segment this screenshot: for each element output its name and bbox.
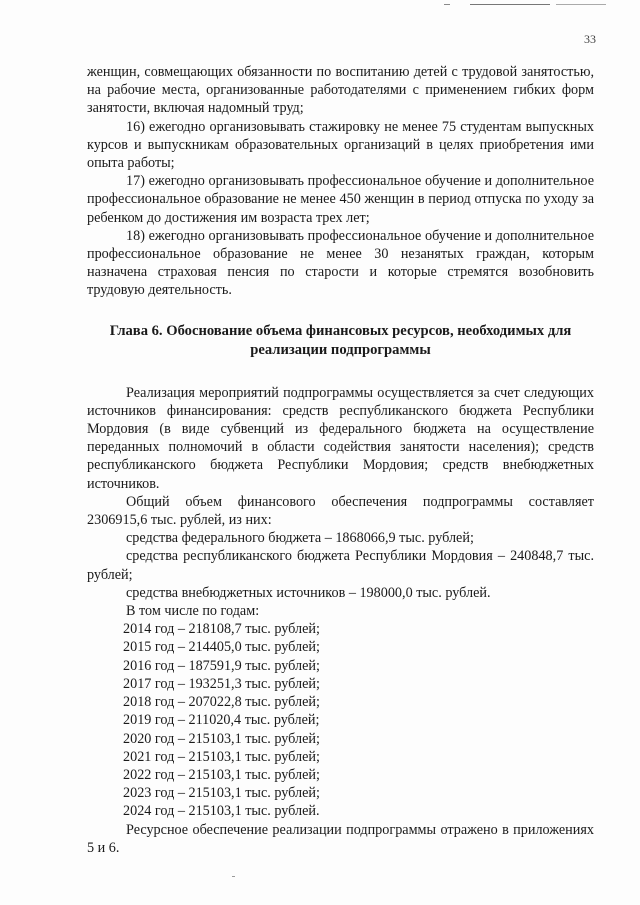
year-line: 2024 год – 215103,1 тыс. рублей.	[123, 803, 320, 820]
paragraph-item-18: 18) ежегодно организовывать профессиональное обучение и дополнительное профессиональное образование не менее 30 незанятых граждан, которым назначена страховая пенсия по старости и которые стремятся возобновить трудовую деятельность.	[87, 227, 594, 299]
extrabudget-line: средства внебюджетных источников – 198000,0 тыс. рублей.	[126, 584, 491, 601]
year-line: 2016 год – 187591,9 тыс. рублей;	[123, 657, 320, 674]
total-volume-paragraph: Общий объем финансового обеспечения подпрограммы составляет 2306915,6 тыс. рублей, из них:	[87, 493, 594, 529]
final-paragraph: Ресурсное обеспечение реализации подпрограммы отражено в приложениях 5 и 6.	[87, 821, 594, 856]
scan-artifact	[556, 4, 606, 5]
republic-budget-line: средства республиканского бюджета Республики Мордовия – 240848,7 тыс. рублей;	[87, 548, 594, 583]
scan-artifact	[470, 4, 550, 5]
chapter-heading	[87, 322, 594, 360]
year-line: 2018 год – 207022,8 тыс. рублей;	[123, 694, 320, 711]
year-line: 2015 год – 214405,0 тыс. рублей;	[123, 639, 320, 656]
chapter-heading-line: реализации подпрограммы	[250, 341, 431, 358]
funding-sources-paragraph: Реализация мероприятий подпрограммы осуществляется за счет следующих источников финансирования: средств республиканского бюджета Республики Мордовия (в виде субвенций из федерального бюджета на осуществление переданных полномочий в области содействия занятости населения); средств республиканского бюджета Республики Мордовия; средств внебюджетных источников.	[87, 384, 594, 492]
paragraph-item-16: 16) ежегодно организовывать стажировку не менее 75 студентам выпускных курсов и выпускникам образовательных организаций в целях приобретения ими опыта работы;	[87, 118, 594, 172]
by-years-label: В том числе по годам:	[126, 603, 260, 620]
page-number: 33	[584, 32, 596, 46]
paragraph-item-17: 17) ежегодно организовывать профессиональное обучение и дополнительное профессиональное образование не менее 450 женщин в период отпуска по уходу за ребенком до достижения им возраста трех лет;	[87, 173, 594, 226]
year-line: 2014 год – 218108,7 тыс. рублей;	[123, 621, 320, 638]
year-line: 2023 год – 215103,1 тыс. рублей;	[123, 785, 320, 802]
years-list	[87, 620, 594, 820]
year-line: 2017 год – 193251,3 тыс. рублей;	[123, 675, 320, 692]
scan-artifact	[232, 876, 235, 877]
paragraph-continuation: женщин, совмещающих обязанности по воспитанию детей с трудовой занятостью, на рабочие места, организованные работодателями с применением гибких форм занятости, включая надомный труд;	[87, 64, 594, 117]
federal-budget-line: средства федерального бюджета – 1868066,9 тыс. рублей;	[126, 530, 474, 547]
scan-artifact	[444, 4, 450, 5]
document-body	[87, 63, 594, 857]
year-line: 2021 год – 215103,1 тыс. рублей;	[123, 748, 320, 765]
year-line: 2022 год – 215103,1 тыс. рублей;	[123, 766, 320, 783]
year-line: 2019 год – 211020,4 тыс. рублей;	[123, 712, 320, 729]
year-line: 2020 год – 215103,1 тыс. рублей;	[123, 730, 320, 747]
chapter-heading-line: Глава 6. Обоснование объема финансовых ресурсов, необходимых для	[109, 322, 572, 339]
